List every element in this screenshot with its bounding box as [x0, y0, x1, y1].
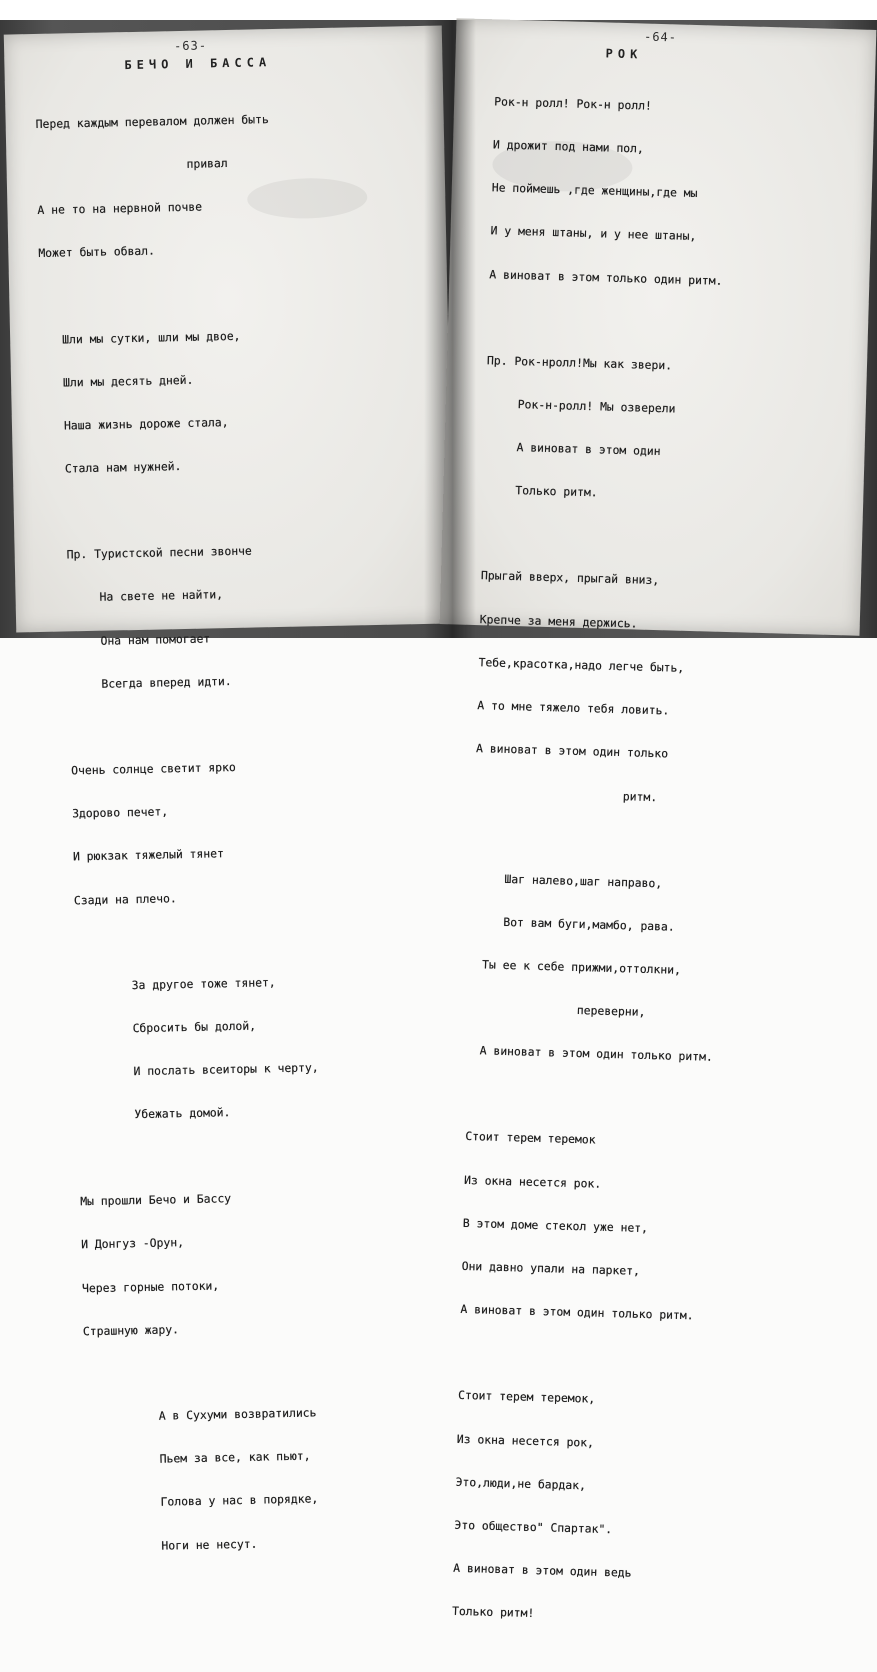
poem-body-left: [35, 83, 330, 1598]
stanza: [460, 324, 733, 533]
poem-line: Наша жизнь дороже стала,: [63, 414, 229, 433]
poem-line: А то мне тяжело тебя ловить.: [477, 698, 670, 718]
poem-line: переверни,: [576, 1003, 646, 1020]
page-number-right: -64-: [643, 29, 678, 45]
poem-line: Вот вам буги,мамбо, рава.: [503, 914, 675, 934]
poem-line: И рюкзак тяжелый тянет: [72, 846, 225, 864]
poem-body-right: [429, 65, 741, 1668]
poem-title-right: РОК: [605, 46, 643, 62]
poem-line: И Донгуз -Орун,: [80, 1235, 185, 1252]
poem-line: А виноват в этом один: [516, 440, 661, 459]
left-page: [4, 25, 454, 1553]
poem-line: В этом доме стекол уже нет,: [462, 1215, 649, 1235]
stanza: [452, 539, 727, 834]
stanza: [445, 841, 719, 1093]
poem-line: Пьем за все, как пьют,: [159, 1448, 311, 1466]
page-number-left: -63-: [173, 38, 208, 54]
poem-line: На свете не найти,: [99, 587, 224, 605]
stanza: [429, 1359, 704, 1654]
poem-line: Голова у нас в порядке,: [160, 1491, 319, 1510]
stanza: [48, 729, 315, 936]
poem-line: Шли мы десять дней.: [62, 372, 194, 390]
poem-line: Мы прошли Бечо и Бассу: [80, 1191, 232, 1209]
poem-line: Ноги не несут.: [161, 1536, 258, 1553]
stanza: [57, 1161, 324, 1368]
poem-line: Стоит терем теремок: [465, 1129, 596, 1148]
poem-line: И у меня штаны, и у нее штаны,: [490, 223, 697, 244]
poem-line: Из окна несется рок.: [463, 1172, 602, 1191]
stanza: [437, 1100, 711, 1352]
poem-line: Это общество" Спартак".: [454, 1517, 613, 1537]
top-margin: [0, 0, 877, 20]
stanza: [53, 945, 320, 1152]
poem-line: А в Сухуми возвратились: [158, 1405, 317, 1423]
stanza: [44, 514, 311, 721]
poem-line: Рок-н-ролл! Мы озверели: [517, 397, 676, 416]
poem-line: Не поймешь ,где женщины,где мы: [491, 180, 698, 201]
poem-line: Пр. Туристской песни звонче: [66, 543, 252, 562]
poem-line: Страшную жару.: [82, 1322, 180, 1339]
poem-line: Они давно упали на паркет,: [461, 1258, 641, 1278]
stanza: [62, 1376, 329, 1583]
poem-line: За другое тоже тянет,: [131, 974, 276, 992]
stanza: [466, 65, 740, 317]
poem-line: Стала нам нужней.: [64, 459, 182, 476]
poem-line: Рок-н ролл! Рок-н ролл!: [494, 94, 653, 113]
stanza: [39, 298, 306, 505]
poem-line: А виноват в этом только один ритм.: [489, 266, 723, 288]
poem-line: И послать всеиторы к черту,: [133, 1060, 319, 1079]
poem-line: Пр. Рок-нролл!Мы как звери.: [486, 352, 673, 373]
poem-line: А виноват в этом один только ритм.: [460, 1302, 694, 1323]
poem-line: А не то на нервной почве: [37, 199, 203, 218]
poem-line: Шаг налево,шаг направо,: [504, 871, 663, 890]
poem-line: Сзади на плечо.: [73, 890, 177, 907]
poem-line: Стоит терем теремок,: [457, 1388, 596, 1407]
poem-line: Шли мы сутки, шли мы двое,: [62, 328, 241, 346]
poem-line: Здорово печет,: [71, 804, 169, 821]
poem-title-left: БЕЧО И БАССА: [124, 55, 272, 73]
poem-line: Из окна несется рок,: [456, 1431, 595, 1450]
poem-line: Тебе,красотка,надо легче быть,: [478, 654, 685, 675]
stanza: [35, 83, 302, 290]
poem-line: Прыгай вверх, прыгай вниз,: [480, 568, 660, 588]
poem-line: Может быть обвал.: [38, 244, 156, 261]
poem-line: ритм.: [622, 788, 658, 804]
poem-line: Перед каждым перевалом должен быть: [35, 111, 269, 131]
poem-line: привал: [186, 156, 228, 171]
poem-line: А виноват в этом один ведь: [453, 1560, 632, 1580]
poem-line: Через горные потоки,: [81, 1278, 220, 1295]
poem-line: Это,люди,не бардак,: [455, 1474, 587, 1493]
poem-line: Она нам помогает: [100, 631, 211, 648]
poem-line: Только ритм.: [515, 483, 598, 500]
poem-line: А виноват в этом один только ритм.: [479, 1043, 713, 1065]
poem-line: Сбросить бы долой,: [132, 1018, 257, 1035]
poem-line: Ты ее к себе прижми,оттолкни,: [481, 957, 682, 977]
poem-line: Только ритм!: [451, 1604, 535, 1621]
right-page: [440, 18, 877, 1621]
poem-line: И дрожит под нами пол,: [492, 137, 645, 156]
poem-line: Очень солнце светит ярко: [71, 759, 236, 778]
poem-line: А виноват в этом один только: [475, 741, 669, 761]
poem-line: Крепче за меня держись.: [479, 611, 638, 631]
poem-line: Убежать домой.: [134, 1105, 231, 1122]
poem-line: Всегда вперед идти.: [101, 673, 232, 691]
